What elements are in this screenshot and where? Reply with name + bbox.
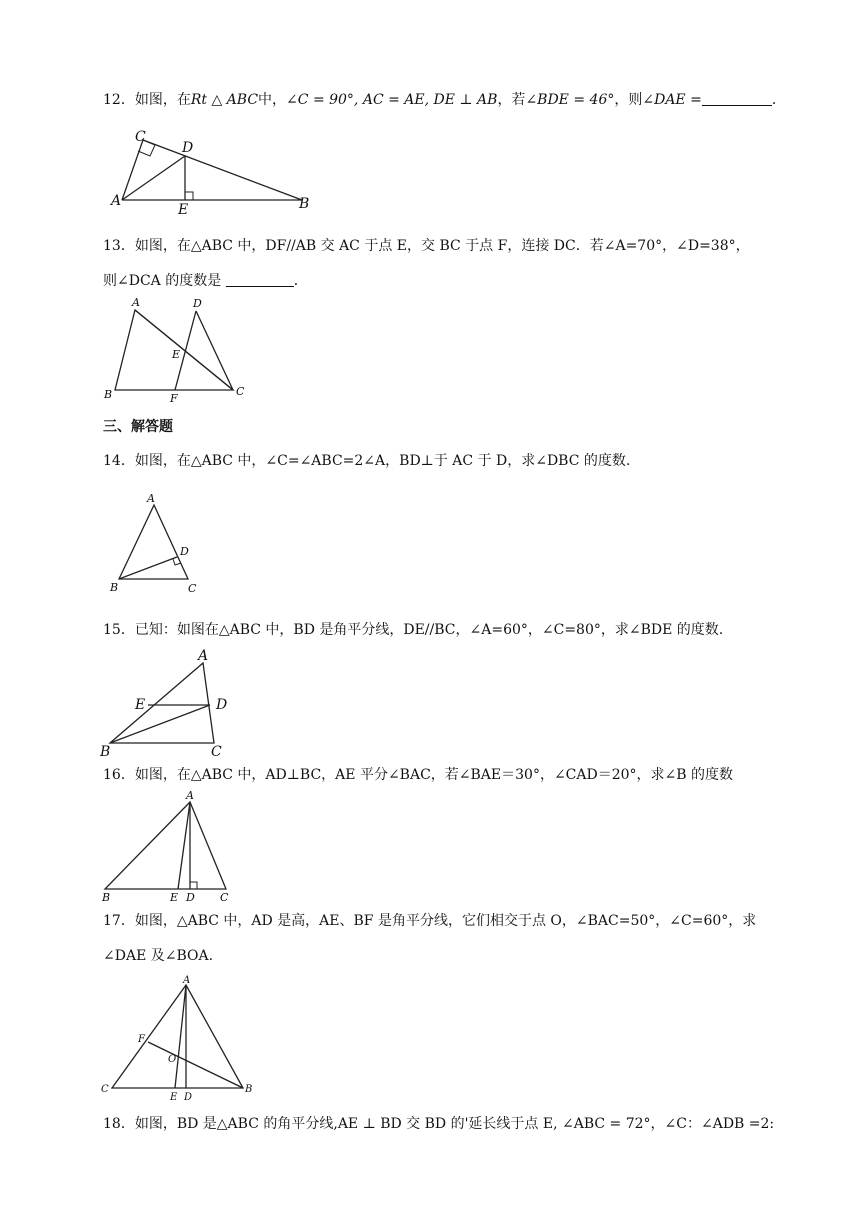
label-E: E: [170, 1092, 178, 1103]
label-C: C: [211, 744, 222, 760]
problem-16-text: 16．如图，在△ABC 中，AD⊥BC，AE 平分∠BAC，若∠BAE＝30°，∠CAD＝20°，求∠B 的度数: [103, 767, 734, 783]
label-D: D: [193, 297, 202, 310]
label-A: A: [132, 296, 140, 309]
label-D: D: [180, 545, 189, 558]
label-B: B: [104, 388, 113, 401]
problem-13-line2: 则∠DCA 的度数是 ．: [103, 273, 308, 289]
label-E: E: [135, 697, 146, 713]
problem-12-text: 12．如图，在Rt △ ABC中，∠C = 90°, AC = AE, DE ⊥ AB，若∠BDE = 46°，则∠DAE = ．: [103, 92, 786, 108]
label-A: A: [183, 975, 191, 986]
label-E: E: [172, 348, 181, 361]
label-A: A: [111, 193, 122, 209]
label-D: D: [186, 891, 195, 904]
label-F: F: [170, 392, 178, 405]
label-C: C: [101, 1084, 109, 1095]
problem-18-text: 18．如图，BD 是△ABC 的角平分线,AE ⊥ BD 交 BD 的'延长线于点 E, ∠ABC = 72°，∠C：∠ADB =2:: [103, 1116, 775, 1132]
problem-13-line1: 13．如图，在△ABC 中，DF//AB 交 AC 于点 E，交 BC 于点 F，连接 DC．若∠A=70°，∠D=38°，: [103, 238, 750, 254]
problem-15-text: 15．已知：如图在△ABC 中，BD 是角平分线，DE//BC，∠A=60°，∠C=80°，求∠BDE 的度数.: [103, 622, 724, 638]
label-D: D: [216, 697, 228, 713]
label-E: E: [178, 202, 189, 218]
label-D: D: [184, 1092, 193, 1103]
label-C: C: [188, 582, 197, 595]
problem-17-line1: 17．如图，△ABC 中，AD 是高，AE、BF 是角平分线，它们相交于点 O，∠BAC=50°，∠C=60°，求: [103, 913, 757, 929]
problem-14-text: 14．如图，在△ABC 中，∠C=∠ABC=2∠A，BD⊥于 AC 于 D，求∠DBC 的度数.: [103, 453, 631, 469]
label-B: B: [299, 196, 310, 212]
label-B: B: [102, 891, 111, 904]
label-C: C: [236, 385, 245, 398]
label-C: C: [135, 129, 146, 145]
label-F: F: [138, 1034, 145, 1045]
label-C: C: [220, 891, 229, 904]
label-A: A: [147, 492, 155, 505]
label-B: B: [110, 581, 119, 594]
label-B: B: [100, 744, 111, 760]
label-D: D: [182, 140, 194, 156]
label-O: O: [168, 1054, 177, 1065]
label-E: E: [170, 891, 179, 904]
label-A: A: [198, 648, 209, 664]
section-heading: 三、解答题: [103, 419, 173, 435]
label-A: A: [186, 789, 194, 802]
label-B: B: [245, 1084, 253, 1095]
problem-17-line2: ∠DAE 及∠BOA.: [103, 948, 214, 964]
